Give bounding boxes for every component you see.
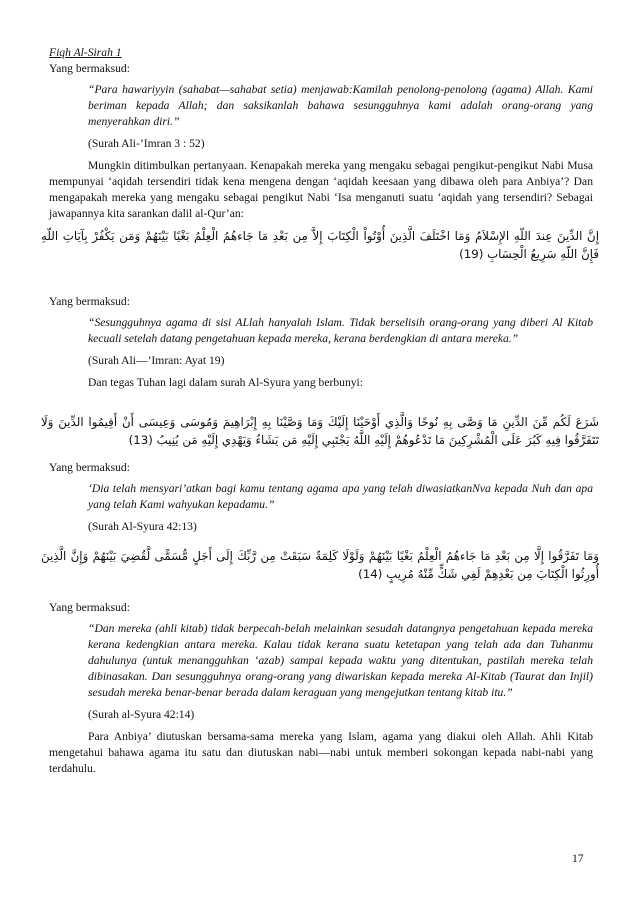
page-number: 17 <box>572 852 584 865</box>
reference-ali-imran-52: (Surah Ali-’Imran 3 : 52) <box>88 137 205 150</box>
arabic-verse-ali-imran-19: إِنَّ الدِّينَ عِندَ اللّهِ الإِسْلاَمُ وَمَا اخْتَلَفَ الَّذِينَ أُوْتُواْ الْكِتَابَ إِلاَّ مِن بَعْدِ مَا جَاءهُمُ الْعِلْمُ بَغْيًا بَيْنَهُمْ وَمَن يَكْفُرْ بِآيَاتِ اللّهِ فَإِنَّ اللّهِ سَرِيعُ الْحِسَابِ (19) <box>41 229 599 261</box>
yang-bermaksud-label: Yang bermaksud: <box>49 461 130 474</box>
running-header: Fiqh Al-Sirah 1 <box>49 46 122 59</box>
page-content <box>41 45 599 777</box>
quote-al-syura-13: ‘Dia telah mensyari’atkan bagi kamu tentang agama apa yang telah diwasiatkanNva kepada Nuh dan apa yang telah Kami wahyukan kepadamu.” <box>88 482 593 511</box>
arabic-verse-al-syura-13: شَرَعَ لَكُم مِّنَ الدِّينِ مَا وَصَّى بِهِ نُوحًا وَالَّذِي أَوْحَيْنَا إِلَيْكَ وَمَا وَصَّيْنَا بِهِ إِبْرَاهِيمَ وَمُوسَى وَعِيسَى أَنْ أَقِيمُوا الدِّينَ وَلَا تَتَفَرَّقُوا فِيهِ كَبُرَ عَلَى الْمُشْرِكِينَ مَا تَدْعُوهُمْ إِلَيْهِ اللَّهُ يَجْتَبِي إِلَيْهِ مَن يَشَاءُ وَيَهْدِي إِلَيْهِ مَن يُنِيبُ (13) <box>41 415 599 447</box>
quote-al-syura-14: “Dan mereka (ahli kitab) tidak berpecah-belah melainkan sesudah datangnya pengetahuan kepada mereka kerana kedengkian antara mereka. Kalau tidak kerana suatu ketetapan yang telah ada dan Tuhanmu dahulunya (untuk menangguhkan ‘azab) sampai kepada waktu yang ditentukan, pastilah mereka telah dibinasakan. Dan sesungguhnya orang-orang yang diwariskan kepada mereka Al-Kitab (Taurat dan Injil) sesudah mereka benar-benar berada dalam keraguan yang mengejutkan tentang kitab itu.” <box>88 622 593 699</box>
paragraph-question: Mungkin ditimbulkan pertanyaan. Kenapakah mereka yang mengaku sebagai pengikut-pengikut Nabi Musa mempunyai ‘aqidah tersendiri tidak kena mengena dengan ‘aqidah keesaan yang dibawa oleh para Anbiya’? Dan mengapakah mereka yang mengaku sebagai pengikut Nabi ‘Isa menganuti suatu ‘aqidah yang tersendiri? Sebagai jawapannya kita sarankan dalil al-Qur’an: <box>49 159 593 220</box>
yang-bermaksud-label: Yang bermaksud: <box>49 62 130 75</box>
arabic-verse-al-syura-14: وَمَا تَفَرَّقُوا إِلَّا مِن بَعْدِ مَا جَاءهُمُ الْعِلْمُ بَغْيًا بَيْنَهُمْ وَلَوْلَا كَلِمَةٌ سَبَقَتْ مِن رَّبِّكَ إِلَى أَجَلٍ مُّسَمًّى لَّقُضِيَ بَيْنَهُمْ وَإِنَّ الَّذِينَ أُورِثُوا الْكِتَابَ مِن بَعْدِهِمْ لَفِي شَكٍّ مِّنْهُ مُرِيبٍ (14) <box>41 549 599 581</box>
reference-al-syura-14: (Surah al-Syura 42:14) <box>88 708 195 721</box>
reference-ali-imran-19: (Surah Ali—’Imran: Ayat 19) <box>88 354 225 367</box>
reference-al-syura-13: (Surah Al-Syura 42:13) <box>88 520 197 533</box>
yang-bermaksud-label: Yang bermaksud: <box>49 601 130 614</box>
quote-ali-imran-19: “Sesungguhnya agama di sisi ALlah hanyalah Islam. Tidak berselisih orang-orang yang diberi Al Kitab kecuali setelah datang pengetahuan kepada mereka, kerana berdengkian di antara mereka.” <box>88 316 593 345</box>
quote-ali-imran-52: “Para hawariyyin (sahabat—sahabat setia) menjawab:Kamilah penolong-penolong (agama) Allah. Kami beriman kepada Allah; dan saksikanlah bahawa sesungguhnya kami adalah orang-orang yang menyerahkan diri.” <box>88 83 593 128</box>
intro-al-syura: Dan tegas Tuhan lagi dalam surah Al-Syura yang berbunyi: <box>88 376 363 389</box>
yang-bermaksud-label: Yang bermaksud: <box>49 295 130 308</box>
paragraph-anbiya: Para Anbiya’ diutuskan bersama-sama mereka yang Islam, agama yang diakui oleh Allah. Ahli Kitab mengetahui bahawa agama itu satu dan diutuskan nabi—nabi untuk memberi sokongan kepada nabi-nabi yang terdahulu. <box>49 730 593 775</box>
